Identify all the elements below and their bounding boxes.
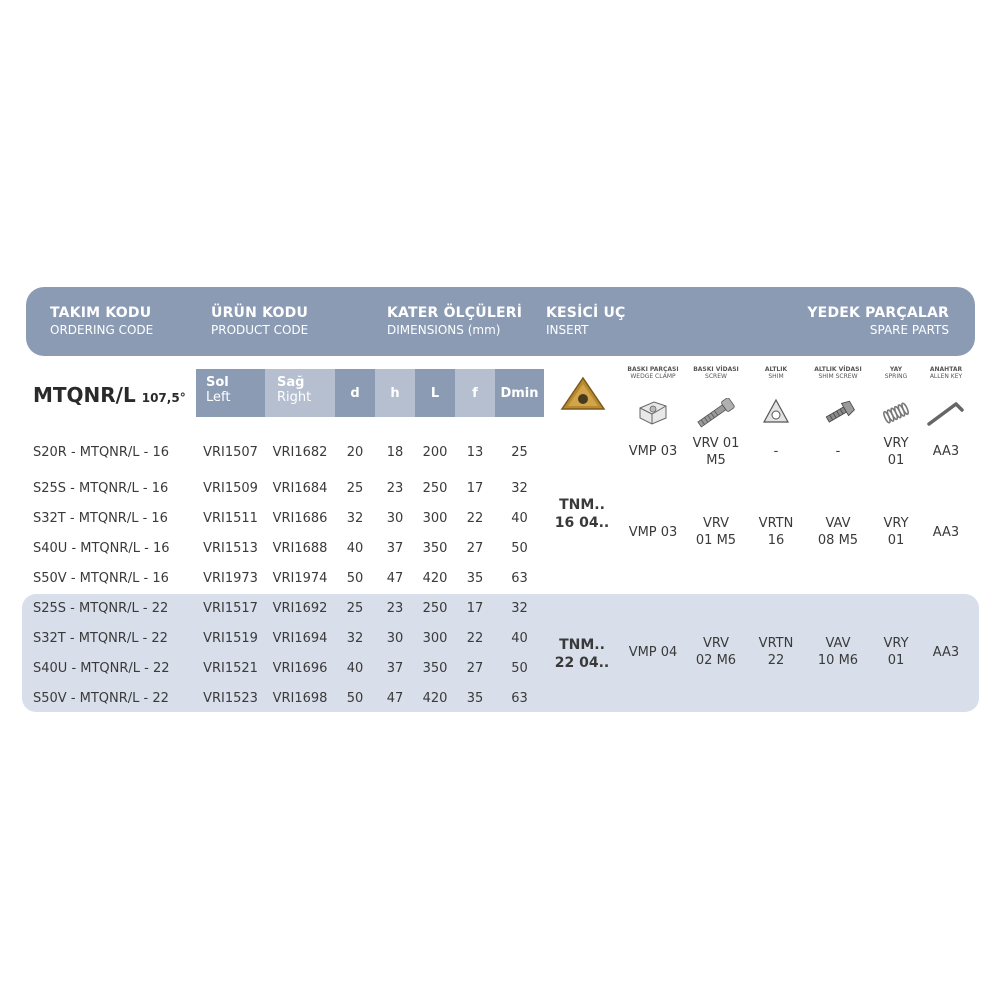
cell-dmin: 63 (511, 691, 528, 706)
cell-d: 40 (346, 541, 364, 556)
spare-header-allen-key-tr: ANAHTAR (929, 366, 963, 373)
spare-key-g16: AA3 (932, 525, 960, 540)
spare-header-shim-screw-tr: ALTLIK VİDASI (814, 366, 862, 373)
cell-L: 420 (422, 691, 448, 706)
cell-left: VRI1523 (203, 691, 258, 706)
insert-code-22-line1: TNM.. (559, 637, 605, 653)
cell-code: S20R - MTQNR/L - 16 (33, 445, 170, 460)
allen-key-icon (926, 396, 966, 428)
cell-right: VRI1684 (272, 481, 328, 496)
cell-h: 18 (386, 445, 404, 460)
cell-dmin: 63 (511, 571, 528, 586)
spare-shim-g22-line1: VRTN (758, 636, 794, 651)
header-tool-code-tr: TAKIM KODU (50, 305, 152, 321)
header-product-code-tr: ÜRÜN KODU (211, 305, 309, 321)
cell-h: 23 (386, 481, 404, 496)
insert-code-22-line2: 22 04.. (554, 655, 610, 672)
cell-f: 27 (466, 541, 484, 556)
product-title (33, 383, 186, 407)
cell-f: 35 (466, 571, 484, 586)
subheader-dmin: Dmin (495, 369, 544, 417)
spare-shim-g16-line2: 16 (767, 532, 785, 548)
cell-right: VRI1974 (272, 571, 328, 586)
spare-spring-g16-line1: VRY (883, 516, 909, 531)
cell-code: S40U - MTQNR/L - 16 (33, 541, 170, 556)
cell-left: VRI1507 (203, 445, 258, 460)
cell-L: 300 (422, 631, 448, 646)
cell-dmin: 40 (511, 631, 528, 646)
spare-header-screw-tr: BASKI VİDASI (693, 366, 739, 373)
spare-spring-g22-line2: 01 (887, 652, 905, 668)
cell-L: 420 (422, 571, 448, 586)
spare-shim-g22 (741, 636, 811, 670)
cell-L: 350 (422, 661, 448, 676)
spare-wedge-r1: VMP 03 (628, 444, 678, 459)
header-product-code (211, 305, 308, 337)
subheader-left-tr: Sol (206, 375, 229, 390)
header-product-code-en: PRODUCT CODE (211, 323, 309, 337)
screw-icon (694, 398, 738, 428)
cell-h: 47 (386, 571, 404, 586)
spare-header-spring-en: SPRING (884, 372, 908, 380)
spare-header-allen-key-en: ALLEN KEY (929, 372, 963, 380)
spare-header-wedge-clamp (618, 367, 688, 381)
cell-code: S25S - MTQNR/L - 22 (33, 601, 169, 616)
cell-h: 47 (386, 691, 404, 706)
spare-wedge-g22: VMP 04 (628, 645, 678, 660)
insert-triangle-icon (560, 376, 606, 412)
spare-screw-r1-line2: M5 (706, 452, 726, 468)
cell-L: 250 (422, 601, 448, 616)
subheader-left-en: Left (206, 390, 231, 405)
cell-right: VRI1688 (272, 541, 328, 556)
header-dimensions (387, 305, 522, 337)
cell-dmin: 40 (511, 511, 528, 526)
subheader-right-en: Right (277, 390, 312, 405)
spare-shim-g16 (741, 516, 811, 550)
spare-shim-screw-g22-line2: 10 M6 (817, 652, 859, 668)
subheader-f: f (455, 369, 495, 417)
cell-L: 250 (422, 481, 448, 496)
header-spare-parts-en: SPARE PARTS (869, 323, 949, 337)
spare-spring-r1-line2: 01 (887, 452, 905, 468)
cell-right: VRI1698 (272, 691, 328, 706)
wedge-clamp-icon (636, 398, 670, 426)
spare-spring-g16-line2: 01 (887, 532, 905, 548)
spare-wedge-g16: VMP 03 (628, 525, 678, 540)
spare-screw-g22-line1: VRV (702, 636, 730, 651)
subheader-left (196, 369, 265, 417)
cell-f: 17 (466, 601, 484, 616)
cell-d: 20 (346, 445, 364, 460)
spare-header-shim (741, 367, 811, 381)
cell-right: VRI1692 (272, 601, 328, 616)
cell-code: S32T - MTQNR/L - 22 (33, 631, 168, 646)
spare-screw-g16-line1: VRV (702, 516, 730, 531)
cell-left: VRI1521 (203, 661, 258, 676)
cell-d: 32 (346, 511, 364, 526)
spare-header-wedge-clamp-en: WEDGE CLAMP (630, 372, 676, 380)
cell-dmin: 50 (511, 661, 528, 676)
spare-shim-g22-line2: 22 (767, 652, 785, 668)
insert-code-22 (542, 636, 622, 672)
header-insert-tr: KESİCİ UÇ (546, 305, 626, 321)
product-name: MTQNR/L (33, 383, 136, 407)
subheader-right (265, 369, 335, 417)
cell-f: 35 (466, 691, 484, 706)
spare-shim-screw-g16-line1: VAV (825, 516, 851, 531)
subheader-L: L (415, 369, 455, 417)
subheader-d: d (335, 369, 375, 417)
cell-left: VRI1519 (203, 631, 258, 646)
spare-screw-g16-line2: 01 M5 (695, 532, 737, 548)
shim-screw-icon (822, 400, 856, 426)
cell-h: 37 (386, 541, 404, 556)
spare-header-shim-screw-en: SHIM SCREW (818, 372, 858, 380)
spare-shim-screw-g22-line1: VAV (825, 636, 851, 651)
spare-header-screw-en: SCREW (705, 372, 727, 380)
header-dimensions-en: DIMENSIONS (mm) (387, 323, 501, 337)
cell-code: S32T - MTQNR/L - 16 (33, 511, 168, 526)
spare-header-wedge-clamp-tr: BASKI PARÇASI (627, 366, 679, 373)
header-tool-code-en: ORDERING CODE (50, 323, 154, 337)
subheader-right-tr: Sağ (277, 375, 305, 390)
spare-key-g22: AA3 (932, 645, 960, 660)
cell-code: S50V - MTQNR/L - 16 (33, 571, 169, 586)
subheader-h: h (375, 369, 415, 417)
spare-spring-g22-line1: VRY (883, 636, 909, 651)
cell-f: 13 (466, 445, 484, 460)
cell-L: 300 (422, 511, 448, 526)
cell-right: VRI1694 (272, 631, 328, 646)
header-insert-en: INSERT (546, 323, 589, 337)
product-angle: 107,5° (141, 391, 186, 405)
cell-code: S50V - MTQNR/L - 22 (33, 691, 169, 706)
insert-code-16 (542, 496, 622, 532)
spare-shim-g16-line1: VRTN (758, 516, 794, 531)
cell-right: VRI1696 (272, 661, 328, 676)
insert-code-16-line2: 16 04.. (554, 515, 610, 532)
spare-header-shim-en: SHIM (768, 372, 784, 380)
insert-code-16-line1: TNM.. (559, 497, 605, 513)
header-dimensions-tr: KATER ÖLÇÜLERİ (387, 305, 523, 321)
cell-left: VRI1517 (203, 601, 258, 616)
cell-code: S40U - MTQNR/L - 22 (33, 661, 170, 676)
spring-icon (880, 400, 912, 426)
spare-screw-g22-line2: 02 M6 (695, 652, 737, 668)
spare-header-allen-key (911, 367, 981, 381)
cell-f: 22 (466, 631, 484, 646)
cell-L: 200 (422, 445, 448, 460)
cell-dmin: 25 (511, 445, 528, 460)
header-bar (26, 287, 975, 356)
spare-key-r1: AA3 (932, 444, 960, 459)
cell-d: 32 (346, 631, 364, 646)
spare-screw-r1-line1: VRV 01 (692, 436, 740, 451)
header-spare-parts-tr: YEDEK PARÇALAR (807, 305, 949, 321)
cell-code: S25S - MTQNR/L - 16 (33, 481, 169, 496)
cell-d: 25 (346, 481, 364, 496)
cell-f: 27 (466, 661, 484, 676)
spare-header-shim-tr: ALTLIK (764, 366, 788, 373)
header-tool-code (50, 305, 153, 337)
header-insert (546, 305, 626, 337)
spare-shim-screw-r1: - (835, 444, 841, 459)
cell-d: 50 (346, 571, 364, 586)
spare-shim-r1: - (773, 444, 779, 459)
cell-f: 17 (466, 481, 484, 496)
cell-d: 25 (346, 601, 364, 616)
cell-left: VRI1509 (203, 481, 258, 496)
cell-d: 40 (346, 661, 364, 676)
cell-right: VRI1682 (272, 445, 328, 460)
cell-h: 37 (386, 661, 404, 676)
cell-left: VRI1973 (203, 571, 258, 586)
cell-dmin: 32 (511, 481, 528, 496)
shim-icon (762, 398, 790, 426)
cell-dmin: 50 (511, 541, 528, 556)
cell-d: 50 (346, 691, 364, 706)
cell-L: 350 (422, 541, 448, 556)
spare-spring-r1-line1: VRY (883, 436, 909, 451)
spare-shim-screw-g16-line2: 08 M5 (817, 532, 859, 548)
cell-h: 30 (386, 631, 404, 646)
cell-f: 22 (466, 511, 484, 526)
spare-header-spring-tr: YAY (889, 366, 903, 373)
header-spare-parts (807, 305, 949, 337)
cell-right: VRI1686 (272, 511, 328, 526)
cell-h: 23 (386, 601, 404, 616)
cell-h: 30 (386, 511, 404, 526)
cell-left: VRI1513 (203, 541, 258, 556)
cell-dmin: 32 (511, 601, 528, 616)
cell-left: VRI1511 (203, 511, 258, 526)
